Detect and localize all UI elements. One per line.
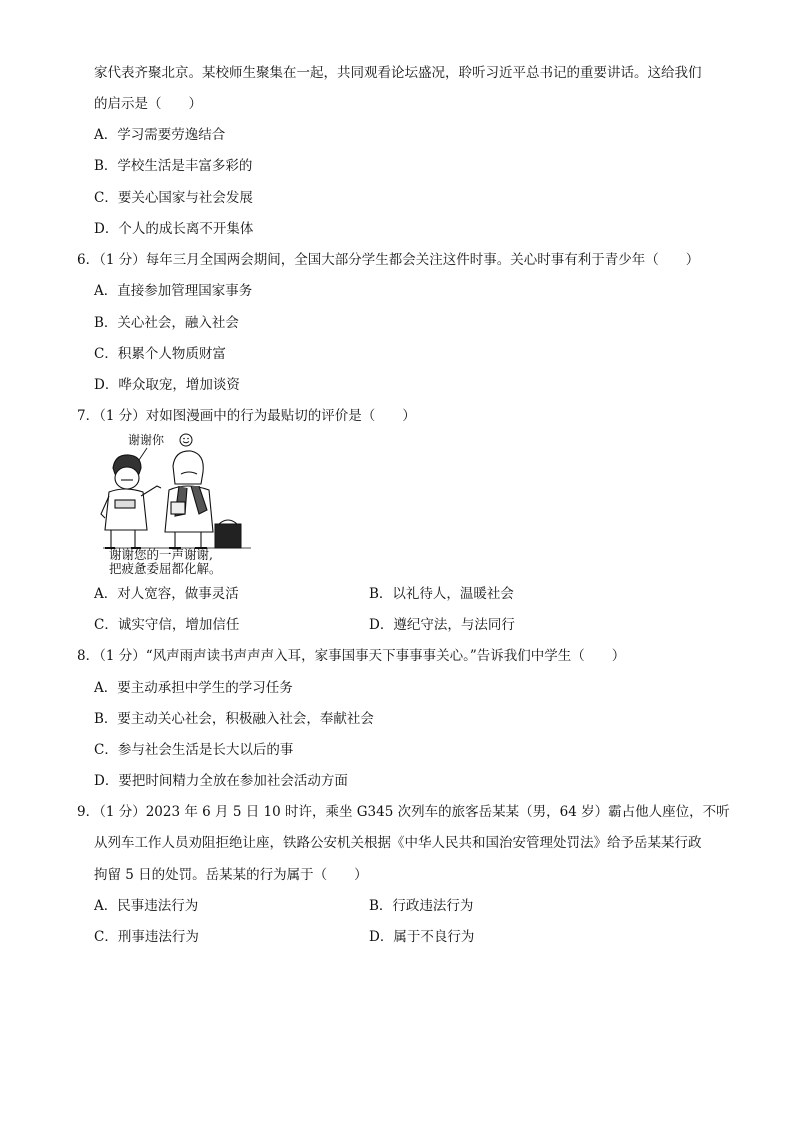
q8-option-a: A．要主动承担中学生的学习任务 (94, 680, 293, 696)
q5-option-a: A．学习需要劳逸结合 (94, 127, 226, 143)
cartoon-bubble-text: 谢谢你 (128, 433, 165, 447)
q5-option-b: B．学校生活是丰富多彩的 (94, 158, 253, 174)
q5-stem-line1: 家代表齐聚北京。某校师生聚集在一起，共同观看论坛盛况，聆听习近平总书记的重要讲话。这给我们 (94, 65, 702, 81)
q7-option-d: D．遵纪守法，与法同行 (369, 617, 515, 633)
q8-option-b: B．要主动关心社会，积极融入社会，奉献社会 (94, 711, 374, 727)
cartoon-caption-line1: 谢谢您的一声谢谢, (109, 547, 213, 562)
cartoon-caption-line2: 把疲惫委屈都化解。 (109, 561, 222, 575)
q6-option-b: B．关心社会，融入社会 (94, 315, 239, 331)
q8-stem: 8．（1 分）“风声雨声读书声声声入耳，家事国事天下事事事关心。”告诉我们中学生（ ） (77, 648, 626, 664)
bag-icon (215, 520, 241, 548)
q6-option-d: D．哗众取宠，增加谈资 (94, 377, 240, 393)
q7-cartoon-illustration (95, 430, 270, 575)
q7-option-a: A．对人宽容，做事灵活 (94, 586, 239, 602)
q5-stem-line2: 的启示是（ ） (94, 96, 202, 112)
worker-figure (165, 451, 213, 548)
q8-option-c: C．参与社会生活是长大以后的事 (94, 742, 294, 758)
student-figure (101, 455, 161, 548)
q9-option-d: D．属于不良行为 (369, 929, 475, 945)
q9-stem-line3: 拘留 5 日的处罚。岳某某的行为属于（ ） (94, 867, 368, 883)
q6-stem: 6．（1 分）每年三月全国两会期间，全国大部分学生都会关注这件时事。关心时事有利于青少年（ ） (77, 252, 700, 268)
q7-option-c: C．诚实守信，增加信任 (94, 617, 240, 633)
q9-option-a: A．民事违法行为 (94, 898, 199, 914)
q7-option-b: B．以礼待人，温暖社会 (369, 586, 514, 602)
q9-stem-line1: 9．（1 分）2023 年 6 月 5 日 10 时许，乘坐 G345 次列车的旅客岳某某（男，64 岁）霸占他人座位，不听 (77, 804, 730, 820)
q6-option-c: C．积累个人物质财富 (94, 346, 226, 362)
q7-stem: 7．（1 分）对如图漫画中的行为最贴切的评价是（ ） (77, 408, 416, 424)
q9-stem-line2: 从列车工作人员劝阻拒绝让座，铁路公安机关根据《中华人民共和国治安管理处罚法》给予岳某某行政 (94, 835, 702, 851)
q9-option-c: C．刑事违法行为 (94, 929, 199, 945)
q9-option-b: B．行政违法行为 (369, 898, 474, 914)
q6-option-a: A．直接参加管理国家事务 (94, 283, 253, 299)
q5-option-c: C．要关心国家与社会发展 (94, 190, 253, 206)
q8-option-d: D．要把时间精力全放在参加社会活动方面 (94, 773, 348, 789)
smiley-icon (180, 434, 192, 446)
q5-option-d: D．个人的成长离不开集体 (94, 221, 254, 237)
